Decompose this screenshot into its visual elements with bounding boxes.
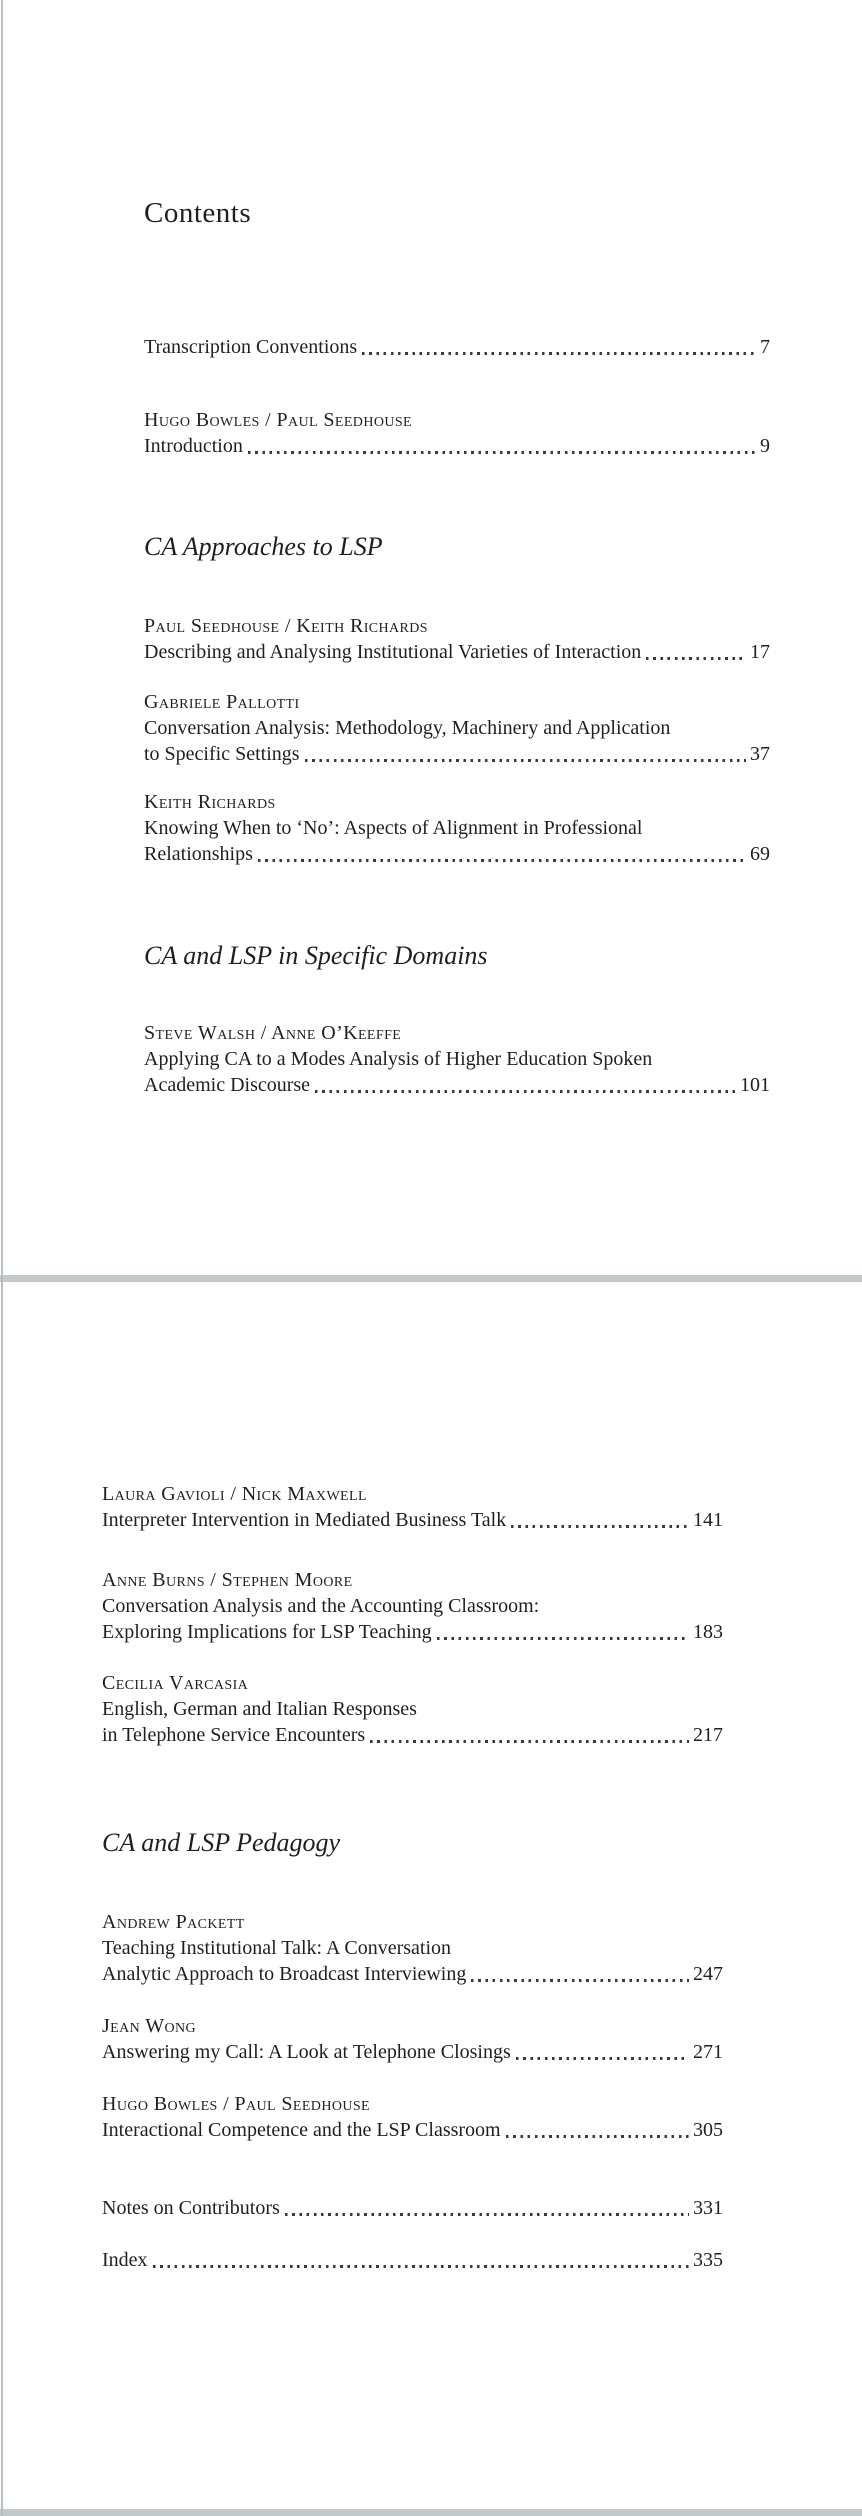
toc-entry-conversation-analysis-methodology — [144, 689, 770, 767]
toc-entry-knowing-when-to-no — [144, 789, 770, 867]
author-line: Anne Burns / Stephen Moore — [102, 1569, 353, 1591]
page-number: 305 — [693, 2119, 723, 2141]
page-number: 335 — [693, 2249, 723, 2271]
toc-entry-interpreter-intervention — [102, 1481, 723, 1533]
toc-entry-interactional-competence — [102, 2091, 723, 2143]
title-line: Conversation Analysis: Methodology, Machinery and Application — [144, 717, 671, 739]
dot-leader — [315, 1090, 736, 1093]
page-number: 9 — [760, 435, 770, 457]
title-line: Notes on Contributors — [102, 2197, 280, 2219]
dot-leader — [153, 2265, 689, 2268]
title-line: Conversation Analysis and the Accounting Classroom: — [102, 1595, 540, 1617]
title-line: Exploring Implications for LSP Teaching — [102, 1621, 432, 1643]
contents-title: Contents — [144, 197, 252, 229]
section-heading-ca-lsp-pedagogy: CA and LSP Pedagogy — [102, 1828, 341, 1857]
dot-leader — [506, 2135, 689, 2138]
toc-entry-describing-analysing — [144, 613, 770, 665]
toc-entry-notes-on-contributors — [102, 2195, 723, 2221]
page-number: 331 — [693, 2197, 723, 2219]
author-line: Hugo Bowles / Paul Seedhouse — [102, 2093, 370, 2115]
title-line: Academic Discourse — [144, 1074, 311, 1096]
dot-leader — [305, 759, 746, 762]
dot-leader — [362, 352, 756, 355]
title-line: to Specific Settings — [144, 743, 300, 765]
author-line: Cecilia Varcasia — [102, 1672, 249, 1694]
dot-leader — [248, 451, 756, 454]
toc-entry-introduction — [144, 407, 770, 459]
page-number: 183 — [693, 1621, 723, 1643]
page-number: 7 — [760, 336, 770, 358]
toc-entry-applying-ca-modes-analysis — [144, 1020, 770, 1098]
page-number: 271 — [693, 2041, 723, 2063]
author-line: Gabriele Pallotti — [144, 691, 300, 713]
title-line: Relationships — [144, 843, 253, 865]
author-line: Hugo Bowles / Paul Seedhouse — [144, 409, 412, 431]
toc-entry-answering-my-call — [102, 2013, 723, 2065]
page-number: 69 — [750, 843, 770, 865]
dot-leader — [258, 859, 746, 862]
author-line: Paul Seedhouse / Keith Richards — [144, 615, 428, 637]
title-line: Transcription Conventions — [144, 336, 358, 358]
title-line: English, German and Italian Responses — [102, 1698, 417, 1720]
title-line: Knowing When to ‘No’: Aspects of Alignment in Professional — [144, 817, 643, 839]
toc-entry-teaching-institutional-talk — [102, 1909, 723, 1987]
dot-leader — [646, 657, 746, 660]
page-number: 217 — [693, 1724, 723, 1746]
page-number: 17 — [750, 641, 770, 663]
bottom-edge-band — [0, 2509, 862, 2516]
page-number: 247 — [693, 1963, 723, 1985]
toc-entry-index — [102, 2247, 723, 2273]
page-number: 141 — [693, 1509, 723, 1531]
title-line: Teaching Institutional Talk: A Conversation — [102, 1937, 452, 1959]
author-line: Jean Wong — [102, 2015, 197, 2037]
title-line: Applying CA to a Modes Analysis of Higher Education Spoken — [144, 1048, 653, 1070]
section-heading-ca-lsp-specific-domains: CA and LSP in Specific Domains — [144, 941, 488, 970]
title-line: Describing and Analysing Institutional Varieties of Interaction — [144, 641, 642, 663]
author-line: Andrew Packett — [102, 1911, 245, 1933]
dot-leader — [285, 2213, 689, 2216]
title-line: Interactional Competence and the LSP Classroom — [102, 2119, 501, 2141]
page-number: 101 — [740, 1074, 770, 1096]
toc-entry-transcription-conventions — [144, 334, 770, 360]
author-line: Laura Gavioli / Nick Maxwell — [102, 1483, 367, 1505]
author-line: Steve Walsh / Anne O’Keeffe — [144, 1022, 402, 1044]
dot-leader — [437, 1637, 689, 1640]
title-line: Introduction — [144, 435, 243, 457]
author-line: Keith Richards — [144, 791, 276, 813]
title-line: Answering my Call: A Look at Telephone Closings — [102, 2041, 511, 2063]
title-line: Index — [102, 2249, 148, 2271]
left-edge-line — [1, 0, 3, 2516]
page-divider — [0, 1275, 862, 1282]
dot-leader — [370, 1740, 689, 1743]
title-line: Interpreter Intervention in Mediated Business Talk — [102, 1509, 507, 1531]
toc-entry-telephone-service-encounters — [102, 1670, 723, 1748]
title-line: in Telephone Service Encounters — [102, 1724, 366, 1746]
section-heading-ca-approaches-to-lsp: CA Approaches to LSP — [144, 532, 383, 561]
dot-leader — [471, 1979, 689, 1982]
dot-leader — [511, 1525, 689, 1528]
toc-entry-accounting-classroom — [102, 1567, 723, 1645]
dot-leader — [516, 2057, 689, 2060]
page-2 — [102, 1282, 723, 2273]
title-line: Analytic Approach to Broadcast Interviewing — [102, 1963, 467, 1985]
page-1 — [144, 0, 770, 1098]
page-number: 37 — [750, 743, 770, 765]
